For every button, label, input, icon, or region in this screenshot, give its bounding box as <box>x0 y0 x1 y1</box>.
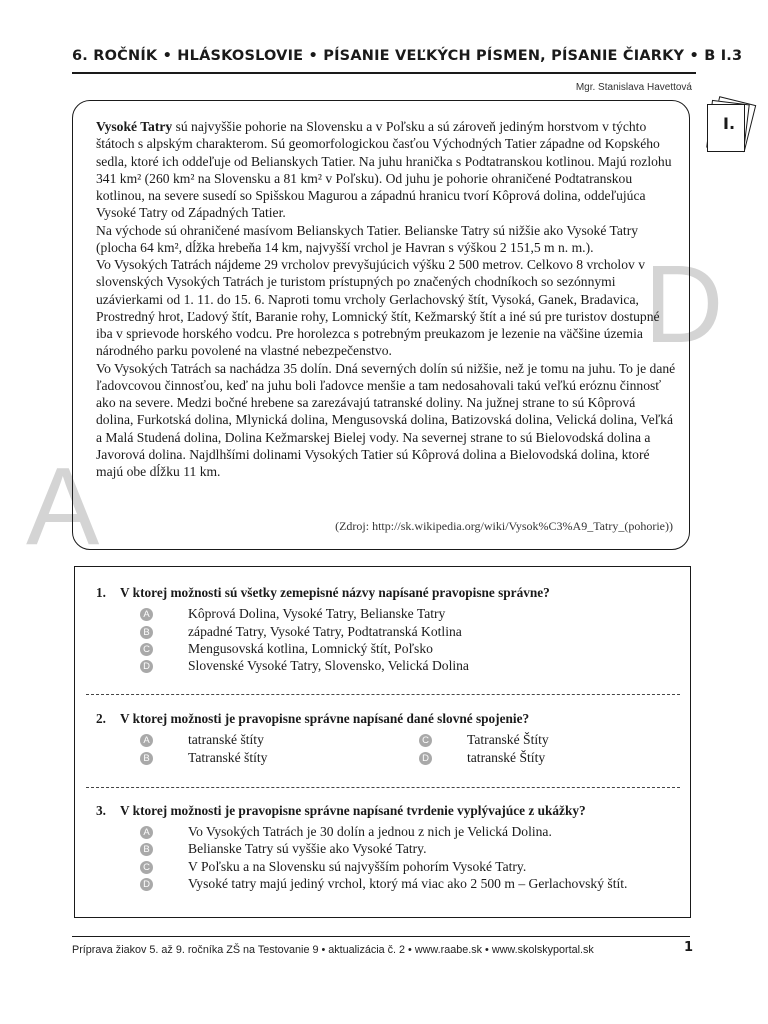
watermark-letter-d: D <box>644 243 724 366</box>
author-name: Mgr. Stanislava Havettová <box>575 82 692 93</box>
option-letter-circle: C <box>419 734 432 747</box>
passage-paragraph-4: Vo Vysokých Tatrách sa nachádza 35 dolín. Dná severných dolín sú nižšie, než je tomu na juhu. To je dané ľadovcovou činnosťou, keď na juhu boli ľadovce menšie a tam nedosahovali takú veľkú eróznu činnosť ako na severe. Medzi bočné hrebene sa zarezávajú tatranské doliny. Na južnej strane to sú Kôprová dolina, Furkotská dolina, Mlynická dolina, Mengusovská dolina, Batizovská dolina, Velická dolina, Veľká a Malá Studená dolina, Dolina Kežmarskej Bielej vody. Na severnej strane to sú Bielovodská dolina a Javorová dolina. Najdlhšími dolinami Vysokých Tatier sú Kôprová dolina a Bielovodská dolina, ktoré majú obe dĺžku 11 km. <box>96 360 676 479</box>
option-text: západné Tatry, Vysoké Tatry, Podtatranská Kotlina <box>188 624 462 639</box>
option-text: Vysoké tatry majú jediný vrchol, ktorý má viac ako 2 500 m – Gerlachovský štít. <box>188 876 628 891</box>
question-2-stem <box>96 711 529 727</box>
question-1-stem <box>96 585 550 601</box>
page-number: 1 <box>684 940 694 955</box>
passage-paragraph-1: sú najvyššie pohorie na Slovensku a v Poľsku a sú zároveň jediným horstvom v týchto štátoch s alpským charakterom. Sú geomorfologickou časťou Východných Tatier západne od Kopského sedla, ktoré ich oddeľuje od Belianskych Tatier. Na juhu hranička s Podtatranskou kotlinou. Majú rozlohu 341 km² (260 km² na Slovensku a 81 km² v Poľsku). Od juhu je pohorie ohraničené Podtatranskou kotlinou, na severe susedí so Spišskou Magurou a západnú hranicu tvorí Kôprová dolina, oddeľujúca Vysoké Tatry od Západných Tatier. <box>96 119 672 221</box>
option-text: Mengusovská kotlina, Lomnický štít, Poľsko <box>188 641 433 656</box>
option-text: Kôprová Dolina, Vysoké Tatry, Belianske Tatry <box>188 606 446 621</box>
option-text: Tatranské Štíty <box>467 732 549 747</box>
page-header-title: 6. ROČNÍK • HLÁSKOSLOVIE • PÍSANIE VEĽKÝCH PÍSMEN, PÍSANIE ČIARKY • B I.3 <box>72 48 743 64</box>
option-letter-circle: C <box>140 643 153 656</box>
option-letter-circle: D <box>140 660 153 673</box>
option-text: Tatranské štíty <box>188 750 268 765</box>
question-divider <box>86 694 680 695</box>
option-letter-circle: D <box>419 752 432 765</box>
badge-label: I. <box>722 114 736 133</box>
question-3-stem <box>96 803 586 819</box>
question-2-number: 2. <box>96 711 106 726</box>
option-text: Vo Vysokých Tatrách je 30 dolín a jednou z nich je Velická Dolina. <box>188 824 552 839</box>
passage-paragraph-3: Vo Vysokých Tatrách nájdeme 29 vrcholov prevyšujúcich výšku 2 500 metrov. Celkovo 8 vrcholov v slovenských Vysokých Tatrách je turistom prístupných po značených chodníkoch so sezónnymi uzávierkami od 1. 11. do 15. 6. Naproti tomu vrcholy Gerlachovský štít, Vysoká, Ganek, Bradavica, Prostredný hrot, Ľadový štít, Baranie rohy, Lomnický štít, Kežmarský štít a iné sú pre turistov dostupné iba v sprievode horského vodcu. Pre horolezca s potrebným preukazom je lezenie na väčšine územia národného parku povolené na vlastné nebezpečenstvo. <box>96 257 660 359</box>
option-letter-circle: A <box>140 826 153 839</box>
passage-text <box>96 118 676 480</box>
option-text: tatranské štíty <box>188 732 264 747</box>
option-letter-circle: A <box>140 608 153 621</box>
question-divider <box>86 787 680 788</box>
option-letter-circle: C <box>140 861 153 874</box>
option-letter-circle: B <box>140 843 153 856</box>
question-1-text: V ktorej možnosti sú všetky zemepisné názvy napísané pravopisne správne? <box>120 585 550 600</box>
option-text: tatranské Štíty <box>467 750 546 765</box>
option-letter-circle: B <box>140 626 153 639</box>
footer-text: Príprava žiakov 5. až 9. ročníka ZŠ na Testovanie 9 • aktualizácia č. 2 • www.raabe.sk • www.skolskyportal.sk <box>72 944 594 956</box>
question-2-text: V ktorej možnosti je pravopisne správne napísané dané slovné spojenie? <box>120 711 530 726</box>
passage-source: (Zdroj: http://sk.wikipedia.org/wiki/Vysok%C3%A9_Tatry_(pohorie)) <box>335 519 673 533</box>
option-text: V Poľsku a na Slovensku sú najvyšším pohorím Vysoké Tatry. <box>188 859 527 874</box>
section-badge <box>703 96 753 156</box>
passage-paragraph-2: Na východe sú ohraničené masívom Belianskych Tatier. Belianske Tatry sú nižšie ako Vysoké Tatry (plocha 64 km², dĺžka hrebeňa 14 km, najvyšší vrchol je Havran s výškou 2 151,5 m n. m.). <box>96 222 639 255</box>
question-3-number: 3. <box>96 803 106 818</box>
option-text: Belianske Tatry sú vyššie ako Vysoké Tatry. <box>188 841 427 856</box>
question-3-text: V ktorej možnosti je pravopisne správne napísané tvrdenie vyplývajúce z ukážky? <box>120 803 586 818</box>
passage-lead: Vysoké Tatry <box>96 119 173 134</box>
option-text: Slovenské Vysoké Tatry, Slovensko, Velická Dolina <box>188 658 469 673</box>
footer-divider <box>72 936 690 937</box>
option-letter-circle: A <box>140 734 153 747</box>
option-letter-circle: D <box>140 878 153 891</box>
question-1-number: 1. <box>96 585 106 600</box>
watermark-letter-a: A <box>26 445 100 568</box>
option-letter-circle: B <box>140 752 153 765</box>
header-divider <box>72 72 696 74</box>
